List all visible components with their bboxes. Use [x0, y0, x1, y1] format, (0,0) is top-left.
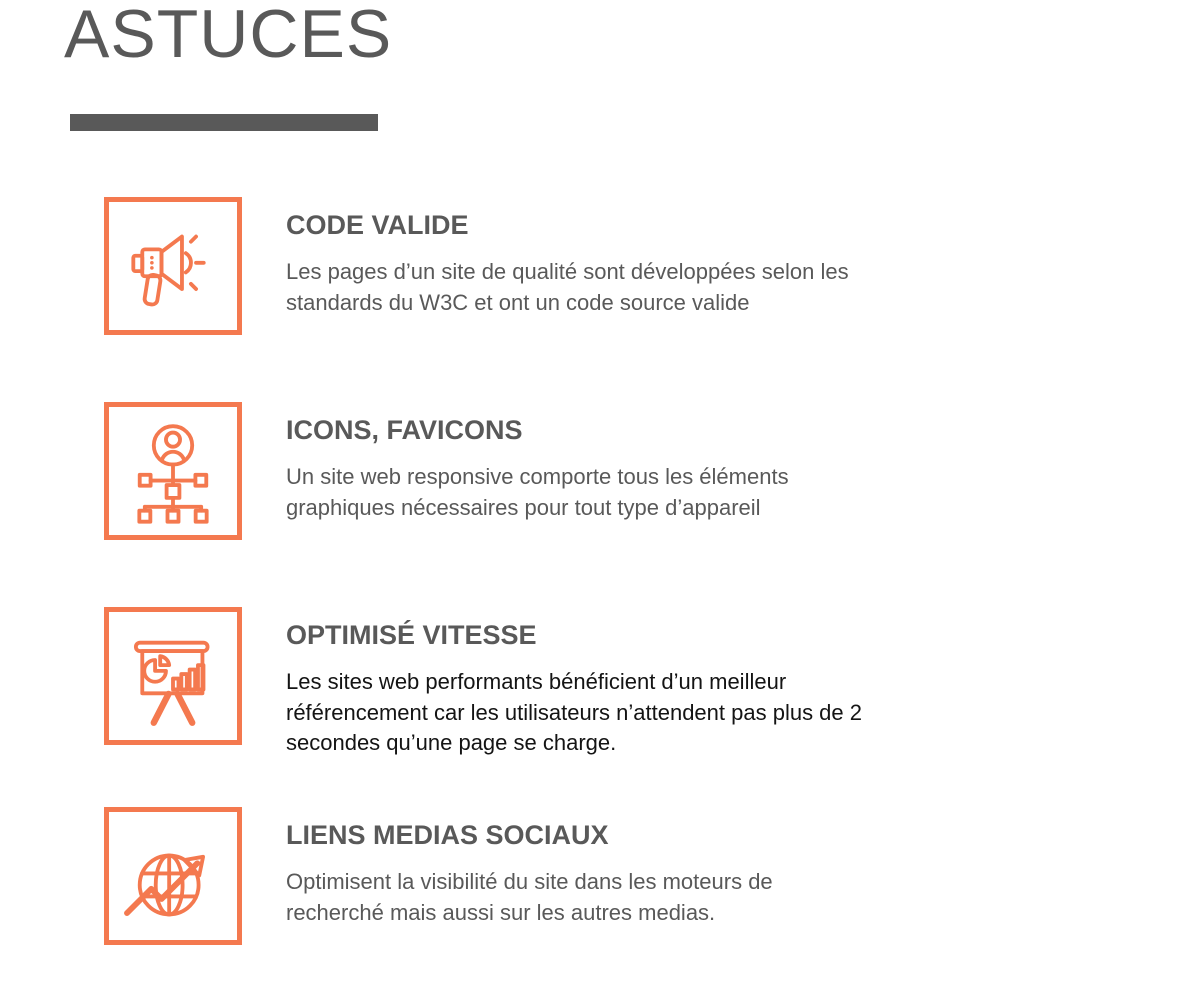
section-body: Les pages d’un site de qualité sont développées selon les standards du W3C et ont un code source valide: [286, 259, 849, 315]
section-heading: OPTIMISÉ VITESSE: [286, 620, 537, 650]
section-code-valide: [104, 197, 886, 335]
title-underline-bar: [70, 114, 378, 131]
section-heading: CODE VALIDE: [286, 210, 469, 240]
section-text: [286, 402, 886, 523]
org-chart-icon: [109, 407, 237, 535]
section-heading: ICONS, FAVICONS: [286, 415, 523, 445]
page-title: ASTUCES: [64, 0, 393, 72]
icon-box: [104, 402, 242, 540]
section-optimise-vitesse: [104, 607, 886, 759]
section-body: Optimisent la visibilité du site dans les moteurs de recherché mais aussi sur les autres medias.: [286, 869, 773, 925]
icon-box: [104, 607, 242, 745]
section-text: [286, 197, 886, 318]
section-liens-medias-sociaux: [104, 807, 886, 945]
icon-box: [104, 807, 242, 945]
section-heading: LIENS MEDIAS SOCIAUX: [286, 820, 609, 850]
section-body: Les sites web performants bénéficient d’un meilleur référencement car les utilisateurs n’attendent pas plus de 2 secondes qu’une page se charge.: [286, 669, 862, 755]
megaphone-icon: [109, 202, 237, 330]
section-icons-favicons: [104, 402, 886, 540]
section-body: Un site web responsive comporte tous les éléments graphiques nécessaires pour tout type d’appareil: [286, 464, 789, 520]
section-text: [286, 807, 886, 928]
globe-growth-icon: [109, 812, 237, 940]
icon-box: [104, 197, 242, 335]
presentation-chart-icon: [109, 612, 237, 740]
section-text: [286, 607, 886, 759]
